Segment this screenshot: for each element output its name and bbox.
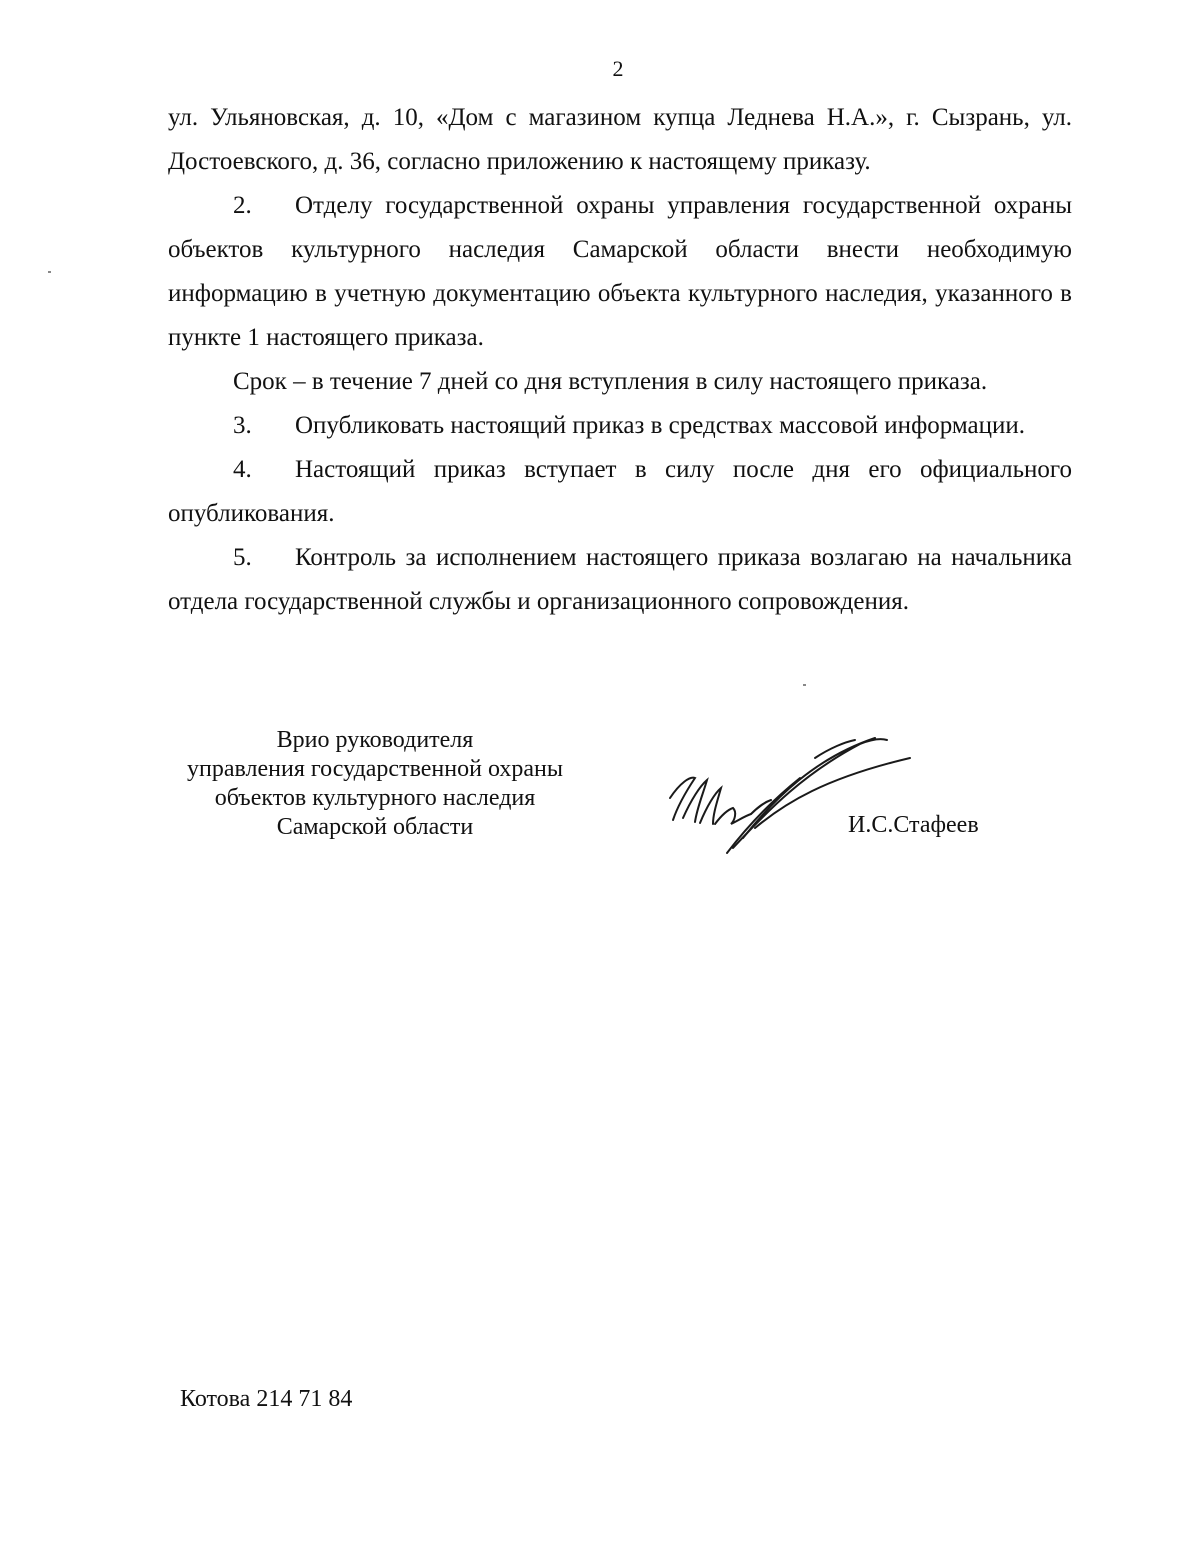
paragraph-2-text: Отделу государственной охраны управления государственной охраны объектов культурного наследия Самарской области внести необходимую информацию в учетную документацию объекта культурного наследия, указанного в пункте 1 настоящего приказа. xyxy=(168,192,1072,351)
document-body xyxy=(168,96,1072,624)
paragraph-deadline: Срок – в течение 7 дней со дня вступления в силу настоящего приказа. xyxy=(233,368,988,395)
executor-contact: Котова 214 71 84 xyxy=(180,1386,353,1412)
paragraph-3-number: 3. xyxy=(233,412,252,439)
paragraph-2 xyxy=(168,184,1072,360)
signatory-title-line-1: Врио руководителя xyxy=(276,727,474,753)
signatory-title-line-3: объектов культурного наследия xyxy=(214,785,536,811)
scan-speck xyxy=(803,684,806,686)
page-number: 2 xyxy=(612,56,624,81)
paragraph-5-text: Контроль за исполнением настоящего приказа возлагаю на начальника отдела государственной службы и организационного сопровождения. xyxy=(168,544,1072,615)
paragraph-intro: ул. Ульяновская, д. 10, «Дом с магазином купца Леднева Н.А.», г. Сызрань, ул. Достоевского, д. 36, согласно приложению к настоящему приказу. xyxy=(168,104,1072,175)
paragraph-3 xyxy=(168,404,1072,448)
signatory-title-line-2: управления государственной охраны xyxy=(187,756,563,782)
paragraph-4-text: Настоящий приказ вступает в силу после дня его официального опубликования. xyxy=(168,456,1072,527)
paragraph-4-number: 4. xyxy=(233,456,252,483)
paragraph-3-text: Опубликовать настоящий приказ в средствах массовой информации. xyxy=(295,412,1026,439)
scan-speck xyxy=(48,271,51,273)
signatory-title-block xyxy=(150,726,600,842)
paragraph-2-number: 2. xyxy=(233,192,252,219)
signatory-title-line-4: Самарской области xyxy=(276,814,474,840)
signer-name: И.С.Стафеев xyxy=(848,812,979,838)
paragraph-5 xyxy=(168,536,1072,624)
paragraph-4 xyxy=(168,448,1072,536)
paragraph-5-number: 5. xyxy=(233,544,252,571)
